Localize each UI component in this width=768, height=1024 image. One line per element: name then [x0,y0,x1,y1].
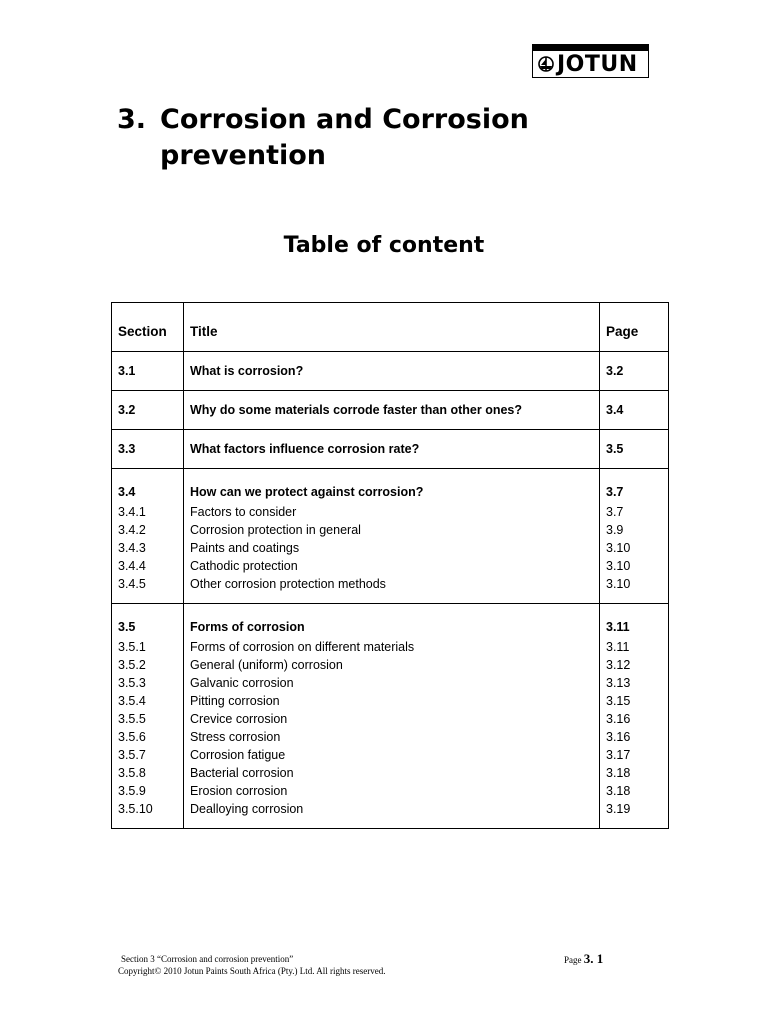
toc-row [112,430,669,469]
toc-subitem-title: Corrosion fatigue [190,748,286,762]
toc-subitem-section: 3.5.2 [118,658,146,672]
toc-page: 3.4 [600,391,669,430]
toc-group-head-section: 3.5 [118,620,136,634]
toc-subitem-title: Erosion corrosion [190,784,288,798]
toc-table [111,302,669,829]
toc-group-head-section: 3.4 [118,485,136,499]
toc-subitem-section: 3.4.5 [118,577,146,591]
toc-body [112,303,669,829]
toc-section: 3.2 [112,391,184,430]
toc-subitem-section: 3.5.4 [118,694,146,708]
toc-group-section [112,604,184,829]
toc-subitem-page: 3.7 [606,505,624,519]
toc-subitem-title: Forms of corrosion on different materials [190,640,415,654]
toc-subitem-title: Other corrosion protection methods [190,577,386,591]
toc-subitem-title: Dealloying corrosion [190,802,304,816]
toc-group-head-title: How can we protect against corrosion? [190,485,424,499]
logo-top-bar [533,45,648,51]
toc-subitem-page: 3.16 [606,730,631,744]
toc-subitem-title: Factors to consider [190,505,297,519]
toc-group-title [184,604,600,829]
toc-subitem-title: General (uniform) corrosion [190,658,343,672]
chapter-title-line1: Corrosion and Corrosion [160,104,529,135]
toc-page: 3.2 [600,352,669,391]
toc-title: Table of content [283,233,485,258]
toc-subitem-section: 3.4.2 [118,523,146,537]
toc-subitem-section: 3.5.7 [118,748,146,762]
header-title: Title [184,303,600,352]
toc-subitem-section: 3.5.10 [118,802,153,816]
toc-subitem-title: Stress corrosion [190,730,281,744]
toc-subitem-section: 3.5.9 [118,784,146,798]
toc-subitem-page: 3.18 [606,784,631,798]
footer-page [564,953,603,966]
toc-subitem-page: 3.12 [606,658,631,672]
toc-subitem-title: Bacterial corrosion [190,766,294,780]
toc-subitem-page: 3.9 [606,523,624,537]
toc-row [112,391,669,430]
toc-subitem-page: 3.11 [606,640,630,654]
toc-subitem-section: 3.5.6 [118,730,146,744]
toc-title: What factors influence corrosion rate? [184,430,600,469]
toc-subitem-page: 3.15 [606,694,631,708]
logo-wordmark: JOTUN [557,52,638,77]
toc-title: Why do some materials corrode faster than other ones? [184,391,600,430]
chapter-number: 3. [117,104,147,135]
toc-group-page [600,604,669,829]
toc-subitem-section: 3.5.3 [118,676,146,690]
toc-group-row [112,469,669,604]
toc-subitem-page: 3.18 [606,766,631,780]
toc-group-head-page: 3.11 [606,620,630,634]
toc-subitem-title: Corrosion protection in general [190,523,361,537]
toc-subitem-page: 3.19 [606,802,631,816]
toc-subitem-page: 3.10 [606,541,631,555]
toc-subitem-page: 3.10 [606,559,631,573]
toc-subitem-page: 3.13 [606,676,631,690]
toc-subitem-section: 3.5.8 [118,766,146,780]
toc-subitem-section: 3.4.1 [118,505,146,519]
chapter-title-line2: prevention [160,140,327,171]
toc-subitem-section: 3.5.5 [118,712,146,726]
header-section: Section [112,303,184,352]
toc-subitem-section: 3.4.4 [118,559,146,573]
toc-page: 3.5 [600,430,669,469]
toc-subitem-title: Crevice corrosion [190,712,288,726]
toc-subitem-page: 3.17 [606,748,631,762]
toc-section: 3.3 [112,430,184,469]
toc-subitem-title: Galvanic corrosion [190,676,294,690]
toc-subitem-title: Pitting corrosion [190,694,280,708]
toc-group-title [184,469,600,604]
footer-section-line: Section 3 “Corrosion and corrosion prevention” [121,954,294,964]
page-footer [118,953,618,977]
toc-subitem-title: Cathodic protection [190,559,298,573]
toc-group-head-page: 3.7 [606,485,624,499]
toc-subitem-page: 3.16 [606,712,631,726]
footer-page-number: 3. 1 [583,951,604,966]
toc-title: What is corrosion? [184,352,600,391]
jotun-logo [532,44,649,78]
toc-subitem-section: 3.4.3 [118,541,146,555]
toc-row [112,352,669,391]
globe-ship-icon [538,56,554,72]
footer-page-label: Page [564,955,582,965]
toc-subitem-title: Paints and coatings [190,541,300,555]
header-page: Page [600,303,669,352]
toc-group-section [112,469,184,604]
toc-subitem-section: 3.5.1 [118,640,146,654]
toc-group-head-title: Forms of corrosion [190,620,305,634]
chapter-heading [117,102,529,174]
toc-subitem-page: 3.10 [606,577,631,591]
toc-section: 3.1 [112,352,184,391]
toc-header-row [112,303,669,352]
footer-copyright: Copyright© 2010 Jotun Paints South Africa (Pty.) Ltd. All rights reserved. [118,966,386,976]
toc-group-page [600,469,669,604]
toc-group-row [112,604,669,829]
